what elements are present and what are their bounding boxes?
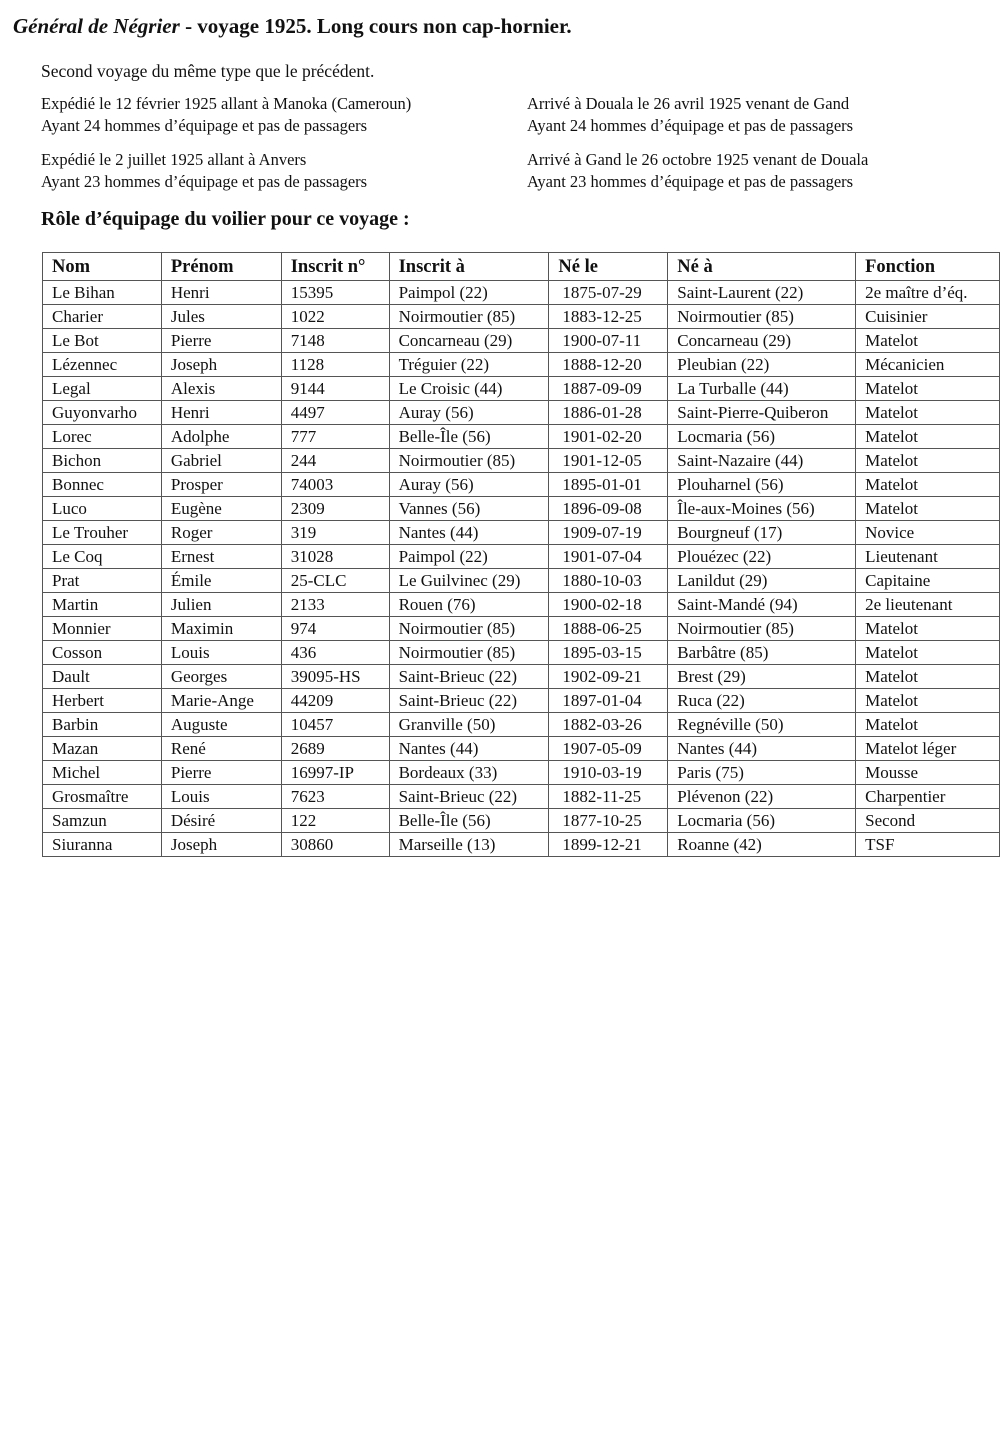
cell-nom: Cosson — [43, 641, 162, 665]
cell-nom: Le Bihan — [43, 281, 162, 305]
cell-nom: Herbert — [43, 689, 162, 713]
table-row — [43, 617, 1000, 641]
cell-inscrit-numero: 15395 — [281, 281, 389, 305]
header-inscrit-a: Inscrit à — [389, 253, 549, 281]
cell-ne-a: Saint-Pierre-Quiberon — [668, 401, 856, 425]
cell-ne-le: 1910-03-19 — [549, 761, 668, 785]
cell-prenom: Pierre — [161, 761, 281, 785]
cell-nom: Grosmaître — [43, 785, 162, 809]
cell-inscrit-numero: 436 — [281, 641, 389, 665]
cell-ne-a: Locmaria (56) — [668, 425, 856, 449]
cell-fonction: Matelot — [856, 641, 1000, 665]
cell-nom: Monnier — [43, 617, 162, 641]
cell-prenom: Auguste — [161, 713, 281, 737]
cell-inscrit-a: Vannes (56) — [389, 497, 549, 521]
cell-ne-a: Pleubian (22) — [668, 353, 856, 377]
cell-ne-le: 1901-12-05 — [549, 449, 668, 473]
cell-ne-le: 1895-03-15 — [549, 641, 668, 665]
cell-prenom: Julien — [161, 593, 281, 617]
departure-line: Expédié le 2 juillet 1925 allant à Anvers — [41, 150, 307, 169]
cell-prenom: Louis — [161, 785, 281, 809]
cell-fonction: Cuisinier — [856, 305, 1000, 329]
cell-nom: Lézennec — [43, 353, 162, 377]
cell-ne-a: La Turballe (44) — [668, 377, 856, 401]
cell-ne-a: Saint-Nazaire (44) — [668, 449, 856, 473]
page-title — [13, 14, 572, 39]
header-fonction: Fonction — [856, 253, 1000, 281]
section-title: Rôle d’équipage du voilier pour ce voyage : — [41, 208, 410, 230]
cell-inscrit-a: Paimpol (22) — [389, 545, 549, 569]
cell-prenom: Joseph — [161, 833, 281, 857]
cell-fonction: Matelot — [856, 689, 1000, 713]
ship-name: Général de Négrier — [13, 14, 180, 38]
cell-fonction: Lieutenant — [856, 545, 1000, 569]
cell-fonction: Matelot — [856, 713, 1000, 737]
arrival-crew-line: Ayant 24 hommes d’équipage et pas de passagers — [527, 116, 854, 135]
table-row — [43, 833, 1000, 857]
cell-inscrit-a: Noirmoutier (85) — [389, 305, 549, 329]
cell-prenom: René — [161, 737, 281, 761]
cell-inscrit-a: Paimpol (22) — [389, 281, 549, 305]
cell-ne-a: Plévenon (22) — [668, 785, 856, 809]
cell-inscrit-numero: 74003 — [281, 473, 389, 497]
cell-fonction: Capitaine — [856, 569, 1000, 593]
table-row — [43, 473, 1000, 497]
cell-nom: Guyonvarho — [43, 401, 162, 425]
table-row — [43, 761, 1000, 785]
departure-line: Expédié le 12 février 1925 allant à Manoka (Cameroun) — [41, 94, 412, 113]
cell-nom: Le Bot — [43, 329, 162, 353]
cell-fonction: Matelot — [856, 665, 1000, 689]
cell-ne-a: Ruca (22) — [668, 689, 856, 713]
cell-inscrit-numero: 319 — [281, 521, 389, 545]
cell-fonction: Charpentier — [856, 785, 1000, 809]
cell-inscrit-numero: 2309 — [281, 497, 389, 521]
cell-fonction: Matelot — [856, 497, 1000, 521]
cell-inscrit-a: Saint-Brieuc (22) — [389, 689, 549, 713]
cell-inscrit-numero: 1128 — [281, 353, 389, 377]
cell-inscrit-numero: 9144 — [281, 377, 389, 401]
cell-fonction: Mécanicien — [856, 353, 1000, 377]
cell-inscrit-a: Belle-Île (56) — [389, 425, 549, 449]
cell-inscrit-numero: 2689 — [281, 737, 389, 761]
cell-nom: Bonnec — [43, 473, 162, 497]
cell-ne-a: Noirmoutier (85) — [668, 617, 856, 641]
trip-1-departure — [41, 93, 411, 137]
cell-inscrit-a: Auray (56) — [389, 401, 549, 425]
cell-prenom: Joseph — [161, 353, 281, 377]
header-inscrit-numero: Inscrit n° — [281, 253, 389, 281]
cell-inscrit-a: Saint-Brieuc (22) — [389, 785, 549, 809]
cell-fonction: 2e maître d’éq. — [856, 281, 1000, 305]
table-row — [43, 329, 1000, 353]
cell-nom: Le Trouher — [43, 521, 162, 545]
cell-prenom: Alexis — [161, 377, 281, 401]
trip-1-arrival — [527, 93, 853, 137]
cell-inscrit-numero: 777 — [281, 425, 389, 449]
table-row — [43, 497, 1000, 521]
cell-prenom: Marie-Ange — [161, 689, 281, 713]
cell-fonction: Matelot — [856, 473, 1000, 497]
cell-nom: Prat — [43, 569, 162, 593]
table-row — [43, 809, 1000, 833]
table-row — [43, 665, 1000, 689]
cell-inscrit-a: Concarneau (29) — [389, 329, 549, 353]
table-row — [43, 305, 1000, 329]
arrival-line: Arrivé à Gand le 26 octobre 1925 venant de Douala — [527, 150, 869, 169]
cell-nom: Michel — [43, 761, 162, 785]
cell-ne-le: 1880-10-03 — [549, 569, 668, 593]
table-row — [43, 353, 1000, 377]
cell-nom: Martin — [43, 593, 162, 617]
cell-fonction: Matelot léger — [856, 737, 1000, 761]
cell-inscrit-a: Le Croisic (44) — [389, 377, 549, 401]
cell-inscrit-numero: 122 — [281, 809, 389, 833]
cell-nom: Le Coq — [43, 545, 162, 569]
cell-inscrit-a: Le Guilvinec (29) — [389, 569, 549, 593]
arrival-line: Arrivé à Douala le 26 avril 1925 venant de Gand — [527, 94, 850, 113]
cell-fonction: Matelot — [856, 329, 1000, 353]
cell-nom: Barbin — [43, 713, 162, 737]
cell-ne-le: 1883-12-25 — [549, 305, 668, 329]
table-row — [43, 401, 1000, 425]
cell-prenom: Ernest — [161, 545, 281, 569]
cell-prenom: Adolphe — [161, 425, 281, 449]
cell-inscrit-numero: 974 — [281, 617, 389, 641]
cell-fonction: TSF — [856, 833, 1000, 857]
header-ne-le: Né le — [549, 253, 668, 281]
cell-ne-a: Paris (75) — [668, 761, 856, 785]
cell-prenom: Émile — [161, 569, 281, 593]
trip-2-arrival — [527, 149, 868, 193]
cell-nom: Luco — [43, 497, 162, 521]
cell-fonction: 2e lieutenant — [856, 593, 1000, 617]
cell-ne-a: Plouharnel (56) — [668, 473, 856, 497]
departure-crew-line: Ayant 23 hommes d’équipage et pas de passagers — [41, 172, 368, 191]
cell-nom: Siuranna — [43, 833, 162, 857]
table-row — [43, 689, 1000, 713]
cell-inscrit-numero: 39095-HS — [281, 665, 389, 689]
cell-inscrit-numero: 16997-IP — [281, 761, 389, 785]
cell-ne-a: Île-aux-Moines (56) — [668, 497, 856, 521]
cell-ne-le: 1896-09-08 — [549, 497, 668, 521]
cell-inscrit-a: Bordeaux (33) — [389, 761, 549, 785]
cell-nom: Legal — [43, 377, 162, 401]
cell-ne-le: 1877-10-25 — [549, 809, 668, 833]
cell-ne-le: 1900-07-11 — [549, 329, 668, 353]
cell-inscrit-numero: 1022 — [281, 305, 389, 329]
cell-inscrit-a: Marseille (13) — [389, 833, 549, 857]
header-ne-a: Né à — [668, 253, 856, 281]
cell-fonction: Matelot — [856, 449, 1000, 473]
cell-ne-le: 1888-12-20 — [549, 353, 668, 377]
cell-inscrit-a: Granville (50) — [389, 713, 549, 737]
cell-prenom: Maximin — [161, 617, 281, 641]
cell-prenom: Henri — [161, 401, 281, 425]
cell-ne-le: 1887-09-09 — [549, 377, 668, 401]
cell-fonction: Matelot — [856, 377, 1000, 401]
cell-ne-le: 1900-02-18 — [549, 593, 668, 617]
table-row — [43, 377, 1000, 401]
cell-nom: Bichon — [43, 449, 162, 473]
cell-ne-a: Concarneau (29) — [668, 329, 856, 353]
cell-ne-a: Nantes (44) — [668, 737, 856, 761]
cell-ne-le: 1888-06-25 — [549, 617, 668, 641]
arrival-crew-line: Ayant 23 hommes d’équipage et pas de passagers — [527, 172, 854, 191]
cell-nom: Mazan — [43, 737, 162, 761]
cell-nom: Samzun — [43, 809, 162, 833]
crew-table — [42, 252, 1000, 857]
cell-inscrit-numero: 44209 — [281, 689, 389, 713]
cell-ne-a: Regnéville (50) — [668, 713, 856, 737]
cell-ne-le: 1901-07-04 — [549, 545, 668, 569]
cell-ne-le: 1907-05-09 — [549, 737, 668, 761]
table-row — [43, 521, 1000, 545]
cell-inscrit-a: Auray (56) — [389, 473, 549, 497]
cell-inscrit-a: Nantes (44) — [389, 521, 549, 545]
cell-ne-le: 1882-11-25 — [549, 785, 668, 809]
cell-ne-le: 1886-01-28 — [549, 401, 668, 425]
cell-ne-le: 1897-01-04 — [549, 689, 668, 713]
cell-inscrit-numero: 4497 — [281, 401, 389, 425]
cell-ne-a: Plouézec (22) — [668, 545, 856, 569]
title-rest: - voyage 1925. Long cours non cap-hornier. — [179, 14, 572, 38]
cell-prenom: Gabriel — [161, 449, 281, 473]
cell-ne-a: Brest (29) — [668, 665, 856, 689]
cell-ne-a: Saint-Mandé (94) — [668, 593, 856, 617]
cell-fonction: Second — [856, 809, 1000, 833]
cell-prenom: Pierre — [161, 329, 281, 353]
cell-prenom: Désiré — [161, 809, 281, 833]
trip-2-departure — [41, 149, 367, 193]
cell-prenom: Henri — [161, 281, 281, 305]
cell-ne-le: 1902-09-21 — [549, 665, 668, 689]
table-row — [43, 425, 1000, 449]
cell-inscrit-a: Saint-Brieuc (22) — [389, 665, 549, 689]
cell-ne-le: 1909-07-19 — [549, 521, 668, 545]
cell-inscrit-a: Noirmoutier (85) — [389, 641, 549, 665]
cell-ne-a: Saint-Laurent (22) — [668, 281, 856, 305]
cell-inscrit-numero: 25-CLC — [281, 569, 389, 593]
cell-fonction: Matelot — [856, 617, 1000, 641]
cell-ne-a: Noirmoutier (85) — [668, 305, 856, 329]
cell-inscrit-a: Noirmoutier (85) — [389, 617, 549, 641]
cell-inscrit-numero: 7623 — [281, 785, 389, 809]
cell-inscrit-numero: 30860 — [281, 833, 389, 857]
cell-fonction: Matelot — [856, 425, 1000, 449]
table-row — [43, 569, 1000, 593]
departure-crew-line: Ayant 24 hommes d’équipage et pas de passagers — [41, 116, 368, 135]
table-row — [43, 593, 1000, 617]
cell-ne-le: 1875-07-29 — [549, 281, 668, 305]
cell-nom: Lorec — [43, 425, 162, 449]
cell-ne-le: 1901-02-20 — [549, 425, 668, 449]
cell-inscrit-numero: 244 — [281, 449, 389, 473]
cell-prenom: Georges — [161, 665, 281, 689]
cell-inscrit-a: Belle-Île (56) — [389, 809, 549, 833]
crew-table-body — [43, 281, 1000, 857]
cell-inscrit-a: Nantes (44) — [389, 737, 549, 761]
cell-inscrit-numero: 31028 — [281, 545, 389, 569]
cell-inscrit-a: Tréguier (22) — [389, 353, 549, 377]
cell-prenom: Jules — [161, 305, 281, 329]
header-prenom: Prénom — [161, 253, 281, 281]
table-row — [43, 785, 1000, 809]
table-header-row — [43, 253, 1000, 281]
cell-ne-a: Locmaria (56) — [668, 809, 856, 833]
cell-fonction: Mousse — [856, 761, 1000, 785]
table-row — [43, 545, 1000, 569]
cell-ne-le: 1899-12-21 — [549, 833, 668, 857]
cell-ne-a: Barbâtre (85) — [668, 641, 856, 665]
table-row — [43, 281, 1000, 305]
cell-inscrit-numero: 7148 — [281, 329, 389, 353]
table-row — [43, 713, 1000, 737]
cell-inscrit-a: Noirmoutier (85) — [389, 449, 549, 473]
cell-prenom: Eugène — [161, 497, 281, 521]
table-row — [43, 449, 1000, 473]
cell-fonction: Matelot — [856, 401, 1000, 425]
cell-prenom: Louis — [161, 641, 281, 665]
cell-prenom: Roger — [161, 521, 281, 545]
cell-ne-a: Lanildut (29) — [668, 569, 856, 593]
table-row — [43, 641, 1000, 665]
intro-text: Second voyage du même type que le précédent. — [41, 61, 375, 81]
table-row — [43, 737, 1000, 761]
cell-inscrit-a: Rouen (76) — [389, 593, 549, 617]
cell-ne-a: Bourgneuf (17) — [668, 521, 856, 545]
cell-inscrit-numero: 10457 — [281, 713, 389, 737]
cell-inscrit-numero: 2133 — [281, 593, 389, 617]
cell-fonction: Novice — [856, 521, 1000, 545]
cell-ne-le: 1882-03-26 — [549, 713, 668, 737]
header-nom: Nom — [43, 253, 162, 281]
cell-nom: Charier — [43, 305, 162, 329]
cell-ne-a: Roanne (42) — [668, 833, 856, 857]
cell-prenom: Prosper — [161, 473, 281, 497]
cell-nom: Dault — [43, 665, 162, 689]
cell-ne-le: 1895-01-01 — [549, 473, 668, 497]
